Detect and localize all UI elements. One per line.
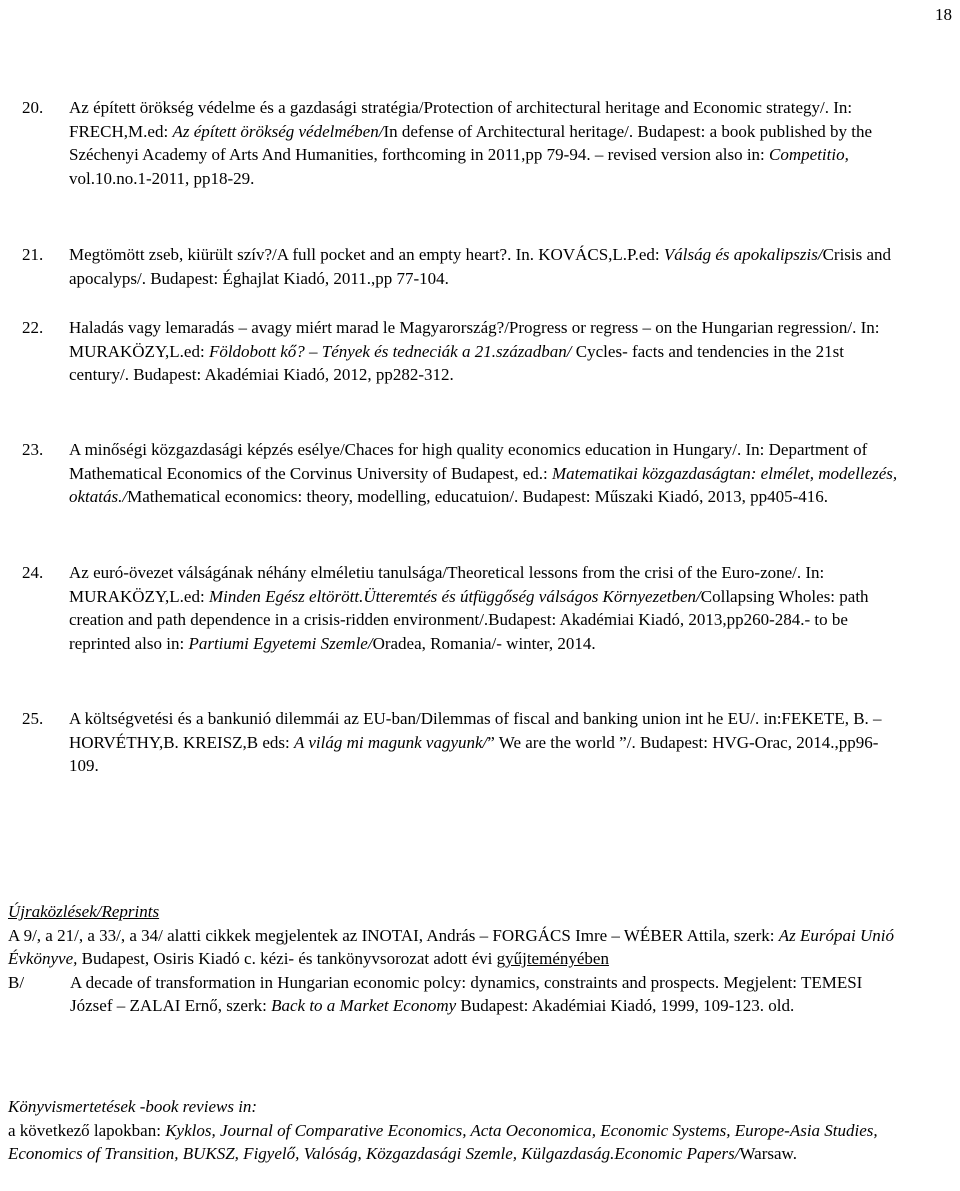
reference-number: 23. <box>22 440 44 459</box>
text-run: Oradea, Romania/- winter, 2014. <box>372 633 596 653</box>
text-run: Warsaw. <box>739 1144 797 1164</box>
reviews-text <box>8 1119 908 1166</box>
reference-text <box>69 316 902 387</box>
reference-number: 24. <box>22 563 44 582</box>
text-run: A minőségi közgazdasági képzés esélye/Chaces for high quality economics education in Hungary/. In: Department of Mathematical Economics of the Corvinus University of Budapest, ed.: <box>69 440 868 483</box>
reprints-line-a <box>8 924 908 971</box>
reference-item-20 <box>22 96 902 190</box>
page-number: 18 <box>935 5 952 24</box>
text-run: Cycles- facts and tendencies in the 21st century/. Budapest: Akadémiai Kiadó, 2012, pp282-312. <box>69 341 844 385</box>
italic-text: A világ mi magunk vagyunk/ <box>294 732 488 752</box>
text-run: Collapsing Wholes: path creation and path dependence in a crisis-ridden environment/.Budapest: Akadémiai Kiadó, 2013,pp260-284.- to be reprinted also in: <box>69 586 869 653</box>
reference-number: 25. <box>22 709 44 728</box>
reference-number: 21. <box>22 245 44 264</box>
text-run: ” We are the world ”/. Budapest: HVG-Orac, 2014.,pp96-109. <box>69 732 879 776</box>
text-run: In defense of Architectural heritage/. Budapest: a book published by the Széchenyi Academy of Arts And Humanities, forthcoming in 2011,pp 79-94. – revised version also in: <box>69 121 873 165</box>
text-run: A költségvetési és a bankunió dilemmái az EU-ban/Dilemmas of fiscal and banking union int he EU/. in:FEKETE, B. – HORVÉTHY,B. KREISZ,B eds: <box>69 709 882 752</box>
italic-text: Minden Egész eltörött.Ütteremtés és útfüggőség válságos Környezetben/ <box>208 586 701 606</box>
reprints-b-text <box>70 971 908 1018</box>
reference-text <box>69 96 902 190</box>
italic-text: Back to a Market Economy <box>271 996 457 1016</box>
reference-text <box>69 438 902 509</box>
italic-text: Az épített örökség védelmében/ <box>172 121 384 141</box>
reprints-heading: Újraközlések/Reprints <box>8 902 160 921</box>
italic-text: Válság és apokalipszis/ <box>663 245 823 264</box>
italic-text: Matematikai közgazdaságtan: elmélet, modellezés, oktatás./ <box>69 463 898 507</box>
reference-number: 22. <box>22 318 44 337</box>
text-run: Budapest, Osiris Kiadó c. kézi- és tankönyvsorozat adott évi <box>77 949 497 969</box>
reprints-b-label: B/ <box>8 972 25 992</box>
reprints-line-b <box>8 971 908 1018</box>
text-run: Megtömött zseb, kiürült szív?/A full pocket and an empty heart?. In. KOVÁCS,L.P.ed: <box>69 245 664 264</box>
reference-item-23 <box>22 438 902 509</box>
italic-text: Földobott kő? – Tények és tedneciák a 21.században/ <box>208 341 572 361</box>
text-run: A 9/, a 21/, a 33/, a 34/ alatti cikkek megjelentek az INOTAI, András – FORGÁCS Imre – WÉBER Attila, szerk: <box>8 925 779 945</box>
text-run: Budapest: Akadémiai Kiadó, 1999, 109-123. old. <box>456 996 795 1016</box>
reference-item-22 <box>22 316 902 387</box>
text-run: Az épített örökség védelme és a gazdasági stratégia/Protection of architectural heritage and Economic strategy/. In: FRECH,M.ed: <box>69 98 853 141</box>
text-run: Haladás vagy lemaradás – avagy miért marad le Magyarország?/Progress or regress – on the Hungarian regression/. In: MURAKÖZY,L.ed: <box>69 318 880 361</box>
reviews-heading: Könyvismertetések -book reviews in: <box>8 1097 258 1116</box>
reference-item-24 <box>22 561 902 655</box>
italic-text: Az Európai Unió Évkönyve, <box>8 925 894 969</box>
reference-text <box>69 707 902 778</box>
reference-text <box>69 243 902 290</box>
italic-text: Competitio, <box>769 145 849 165</box>
text-run: Mathematical economics: theory, modelling, educatuion/. Budapest: Műszaki Kiadó, 2013, pp405-416. <box>127 487 829 507</box>
reference-number: 20. <box>22 98 44 117</box>
italic-text: Kyklos, Journal of Comparative Economics, Acta Oeconomica, Economic Systems, Europe-Asia Studies, Economics of Transition, BUKSZ, Figyelő, Valóság, Közgazdasági Szemle, Külgazdaság.Economic Papers/ <box>8 1120 878 1164</box>
reference-item-25 <box>22 707 902 778</box>
text-run: Az euró-övezet válságának néhány elméletiu tanulsága/Theoretical lessons from the crisi of the Euro-zone/. In: MURAKÖZY,L.ed: <box>69 563 825 606</box>
reference-text <box>69 561 902 655</box>
reference-item-21 <box>22 243 902 290</box>
text-run: A decade of transformation in Hungarian economic polcy: dynamics, constraints and prospects. Megjelent: TEMESI József – ZALAI Ernő, szerk: <box>70 972 863 1016</box>
reprints-section <box>8 900 908 1018</box>
text-run: Crisis and apocalyps/. Budapest: Éghajlat Kiadó, 2011.,pp 77-104. <box>69 245 892 288</box>
text-run: gyűjteményében <box>496 949 609 969</box>
text-run: vol.10.no.1-2011, pp18-29. <box>69 168 255 188</box>
reviews-section <box>8 1095 908 1166</box>
italic-text: Partiumi Egyetemi Szemle/ <box>188 633 373 653</box>
text-run: a következő lapokban: <box>8 1120 166 1140</box>
